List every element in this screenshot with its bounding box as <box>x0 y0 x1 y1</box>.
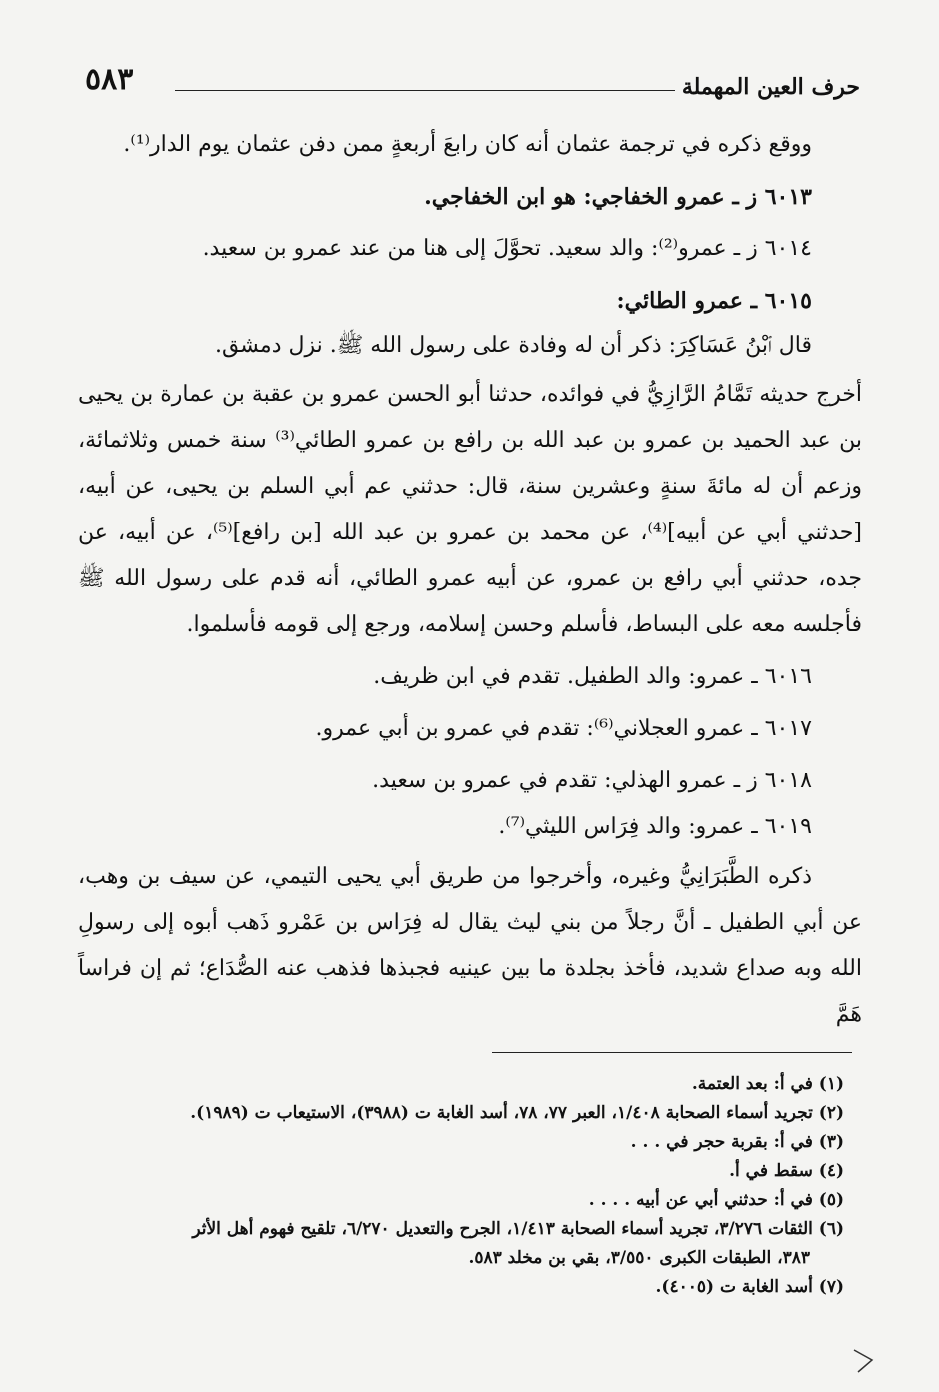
paragraph: ووقع ذكره في ترجمة عثمان أنه كان رابعَ أربعةٍ ممن دفن عثمان يوم الدار⁽¹⁾. <box>123 132 812 157</box>
paragraph: ذكره الطَّبَرَانِيُّ وغيره، وأخرجوا من طريق أبي يحيى التيمي، عن سيف بن وهب، عن أبي الطفيل ـ أنَّ رجلاً من بني ليث يقال له فِرَاس بن عَمْرو ذَهب أبوه إلى رسولِ الله وبه صداع شديد، فأخذ بجلدة ما بين عينيه فجبذها فذهب عنه الصُّدَاع؛ ثم إن فراساً هَمَّ <box>78 864 862 1027</box>
footnotes <box>80 1070 858 1302</box>
footnote: (٤) سقط في أ. <box>729 1161 844 1181</box>
footnote: (٣) في أ: بقربة حجر في . . . <box>630 1132 844 1152</box>
entry-6014: ٦٠١٤ ز ـ عمرو⁽²⁾: والد سعيد. تحوَّلَ إلى هنا من عند عمرو بن سعيد. <box>202 236 812 261</box>
footnote: (٧) أسد الغابة ت (٤٠٠٥). <box>655 1277 844 1297</box>
footnote: (٥) في أ: حدثني أبي عن أبيه . . . . <box>588 1190 844 1210</box>
paragraph: قال ٱبْنُ عَسَاكِرَ: ذكر أن له وفادة على رسول الله ﷺ. نزل دمشق. <box>214 333 812 358</box>
footnote-rule <box>492 1052 852 1053</box>
entry-6018: ٦٠١٨ ز ـ عمرو الهذلي: تقدم في عمرو بن سعيد. <box>372 768 812 793</box>
main-text <box>78 122 862 1038</box>
footnote-continuation: ٣٨٣، الطبقات الكبرى ٣/٥٥٠، بقي بن مخلد ٥٨٣. <box>468 1248 810 1268</box>
footnote: (٢) تجريد أسماء الصحابة ١/٤٠٨، العبر ٧٧، ٧٨، أسد الغابة ت (٣٩٨٨)، الاستيعاب ت (١٩٨٩). <box>190 1103 844 1123</box>
chapter-title: حرف العين المهملة <box>681 74 860 100</box>
entry-6015: ٦٠١٥ ـ عمرو الطائي: <box>616 288 812 314</box>
entry-6016: ٦٠١٦ ـ عمرو: والد الطفيل. تقدم في ابن ظريف. <box>373 664 812 689</box>
corner-mark-icon <box>848 1346 878 1376</box>
page-number: ٥٨٣ <box>85 62 134 97</box>
paragraph: أخرج حديثه تَمَّامُ الرَّازِيُّ في فوائده، حدثنا أبو الحسن عمرو بن عقبة بن عمارة بن يحيى بن عبد الحميد بن عمرو بن عبد الله بن رافع بن عمرو الطائي⁽³⁾ سنة خمس وثلاثمائة، وزعم أن له مائةَ سنةٍ وعشرين سنة، قال: حدثني عم أبي السلم بن يحيى، عن أبيه، [حدثني أبي عن أبيه]⁽⁴⁾، عن محمد بن عمرو بن عبد الله [بن رافع]⁽⁵⁾، عن أبيه، عن جده، حدثني أبي رافع بن عمرو، عن أبيه عمرو الطائي، أنه قدم على رسول الله ﷺ فأجلسه معه على البساط، فأسلم وحسن إسلامه، ورجع إلى قومه فأسلموا. <box>78 382 862 637</box>
header-rule <box>175 90 675 91</box>
footnote: (١) في أ: بعد العتمة. <box>691 1074 844 1094</box>
footnote: (٦) الثقات ٣/٢٧٦، تجريد أسماء الصحابة ١/٤١٣، الجرح والتعديل ٦/٢٧٠، تلقيح فهوم أهل الأثر <box>192 1219 844 1239</box>
entry-6019: ٦٠١٩ ـ عمرو: والد فِرَاس الليثي⁽⁷⁾. <box>498 814 812 839</box>
page-header <box>80 60 860 100</box>
entry-6013: ٦٠١٣ ز ـ عمرو الخفاجي: هو ابن الخفاجي. <box>424 184 812 210</box>
entry-6017: ٦٠١٧ ـ عمرو العجلاني⁽⁶⁾: تقدم في عمرو بن أبي عمرو. <box>315 716 812 741</box>
